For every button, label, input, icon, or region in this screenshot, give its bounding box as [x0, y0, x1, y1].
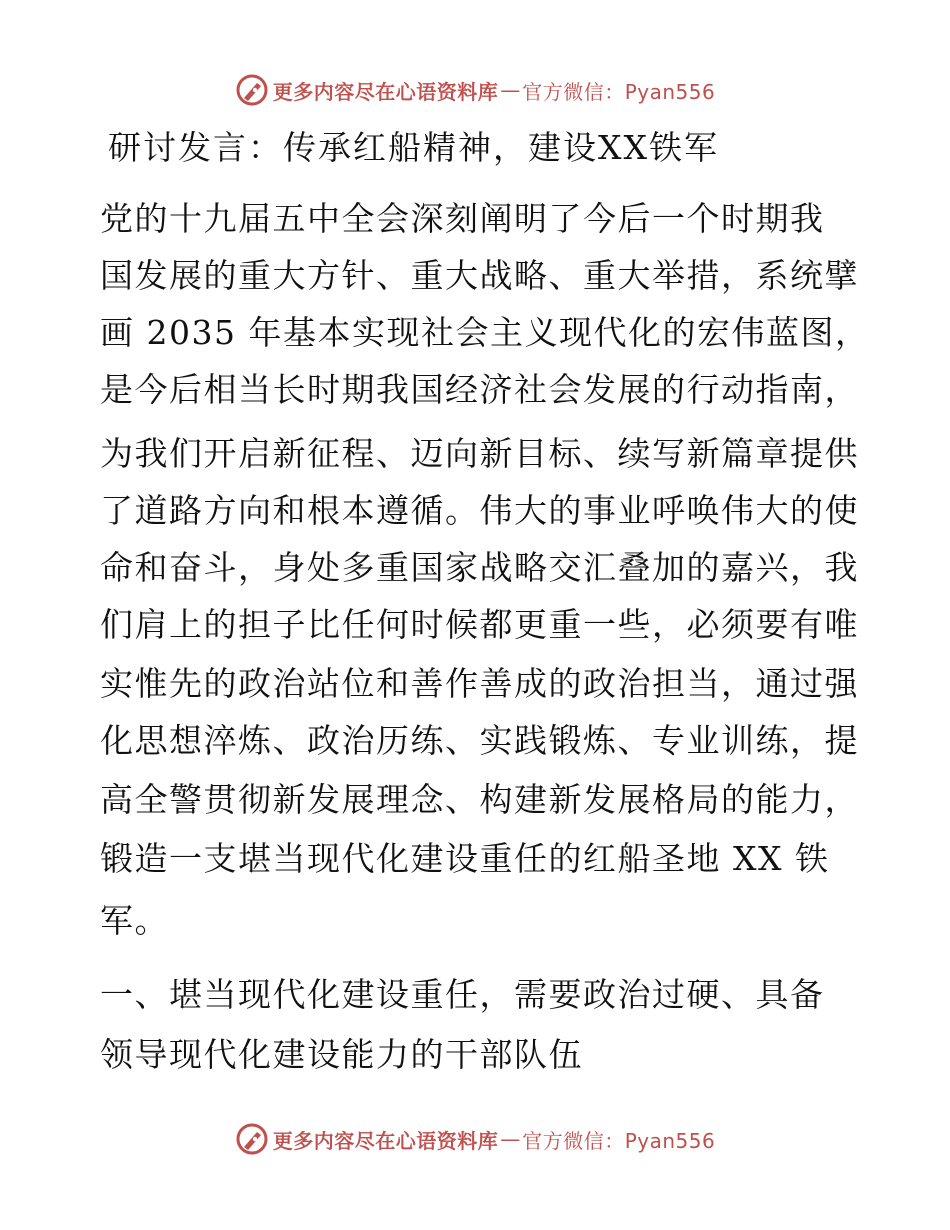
watermark-contact: 官方微信：Pyan556	[522, 79, 716, 104]
watermark-brand-text: 更多内容尽在心语资料库	[272, 79, 499, 104]
paragraph-line: 化思想淬炼、政治历练、实践锻炼、专业训练，提	[100, 721, 859, 760]
heading-line: 领导现代化建设能力的干部队伍	[100, 1035, 583, 1074]
header-watermark	[0, 70, 950, 110]
paragraph-line: 们肩上的担子比任何时候都更重一些，必须要有唯	[100, 605, 859, 644]
pen-circle-icon	[235, 73, 269, 107]
pen-circle-icon	[235, 1122, 269, 1156]
paragraph-line: 锻造一支堪当现代化建设重任的红船圣地 XX 铁	[100, 839, 830, 878]
document-title: 研讨发言：传承红船精神，建设XX铁军	[108, 128, 719, 167]
paragraph-line: 实惟先的政治站位和善作善成的政治担当，通过强	[100, 664, 859, 703]
watermark-separator: —	[500, 1127, 521, 1151]
paragraph-line: 了道路方向和根本遵循。伟大的事业呼唤伟大的使	[100, 491, 859, 530]
paragraph-line: 高全警贯彻新发展理念、构建新发展格局的能力，	[100, 780, 859, 819]
footer-watermark	[0, 1119, 950, 1159]
paragraph-line: 党的十九届五中全会深刻阐明了今后一个时期我	[100, 199, 825, 238]
watermark-brand-text: 更多内容尽在心语资料库	[272, 1128, 499, 1153]
watermark-contact: 官方微信：Pyan556	[522, 1128, 716, 1153]
paragraph-line: 军。	[100, 901, 169, 940]
paragraph-line: 命和奋斗，身处多重国家战略交汇叠加的嘉兴，我	[100, 548, 859, 587]
paragraph-line: 国发展的重大方针、重大战略、重大举措，系统擘	[100, 256, 859, 295]
paragraph-line: 画 2035 年基本实现社会主义现代化的宏伟蓝图，	[100, 313, 870, 352]
paragraph-line: 是今后相当长时期我国经济社会发展的行动指南，	[100, 370, 859, 409]
watermark-separator: —	[500, 78, 521, 102]
paragraph-line: 为我们开启新征程、迈向新目标、续写新篇章提供	[100, 434, 859, 473]
heading-line: 一、堪当现代化建设重任，需要政治过硬、具备	[100, 975, 825, 1014]
